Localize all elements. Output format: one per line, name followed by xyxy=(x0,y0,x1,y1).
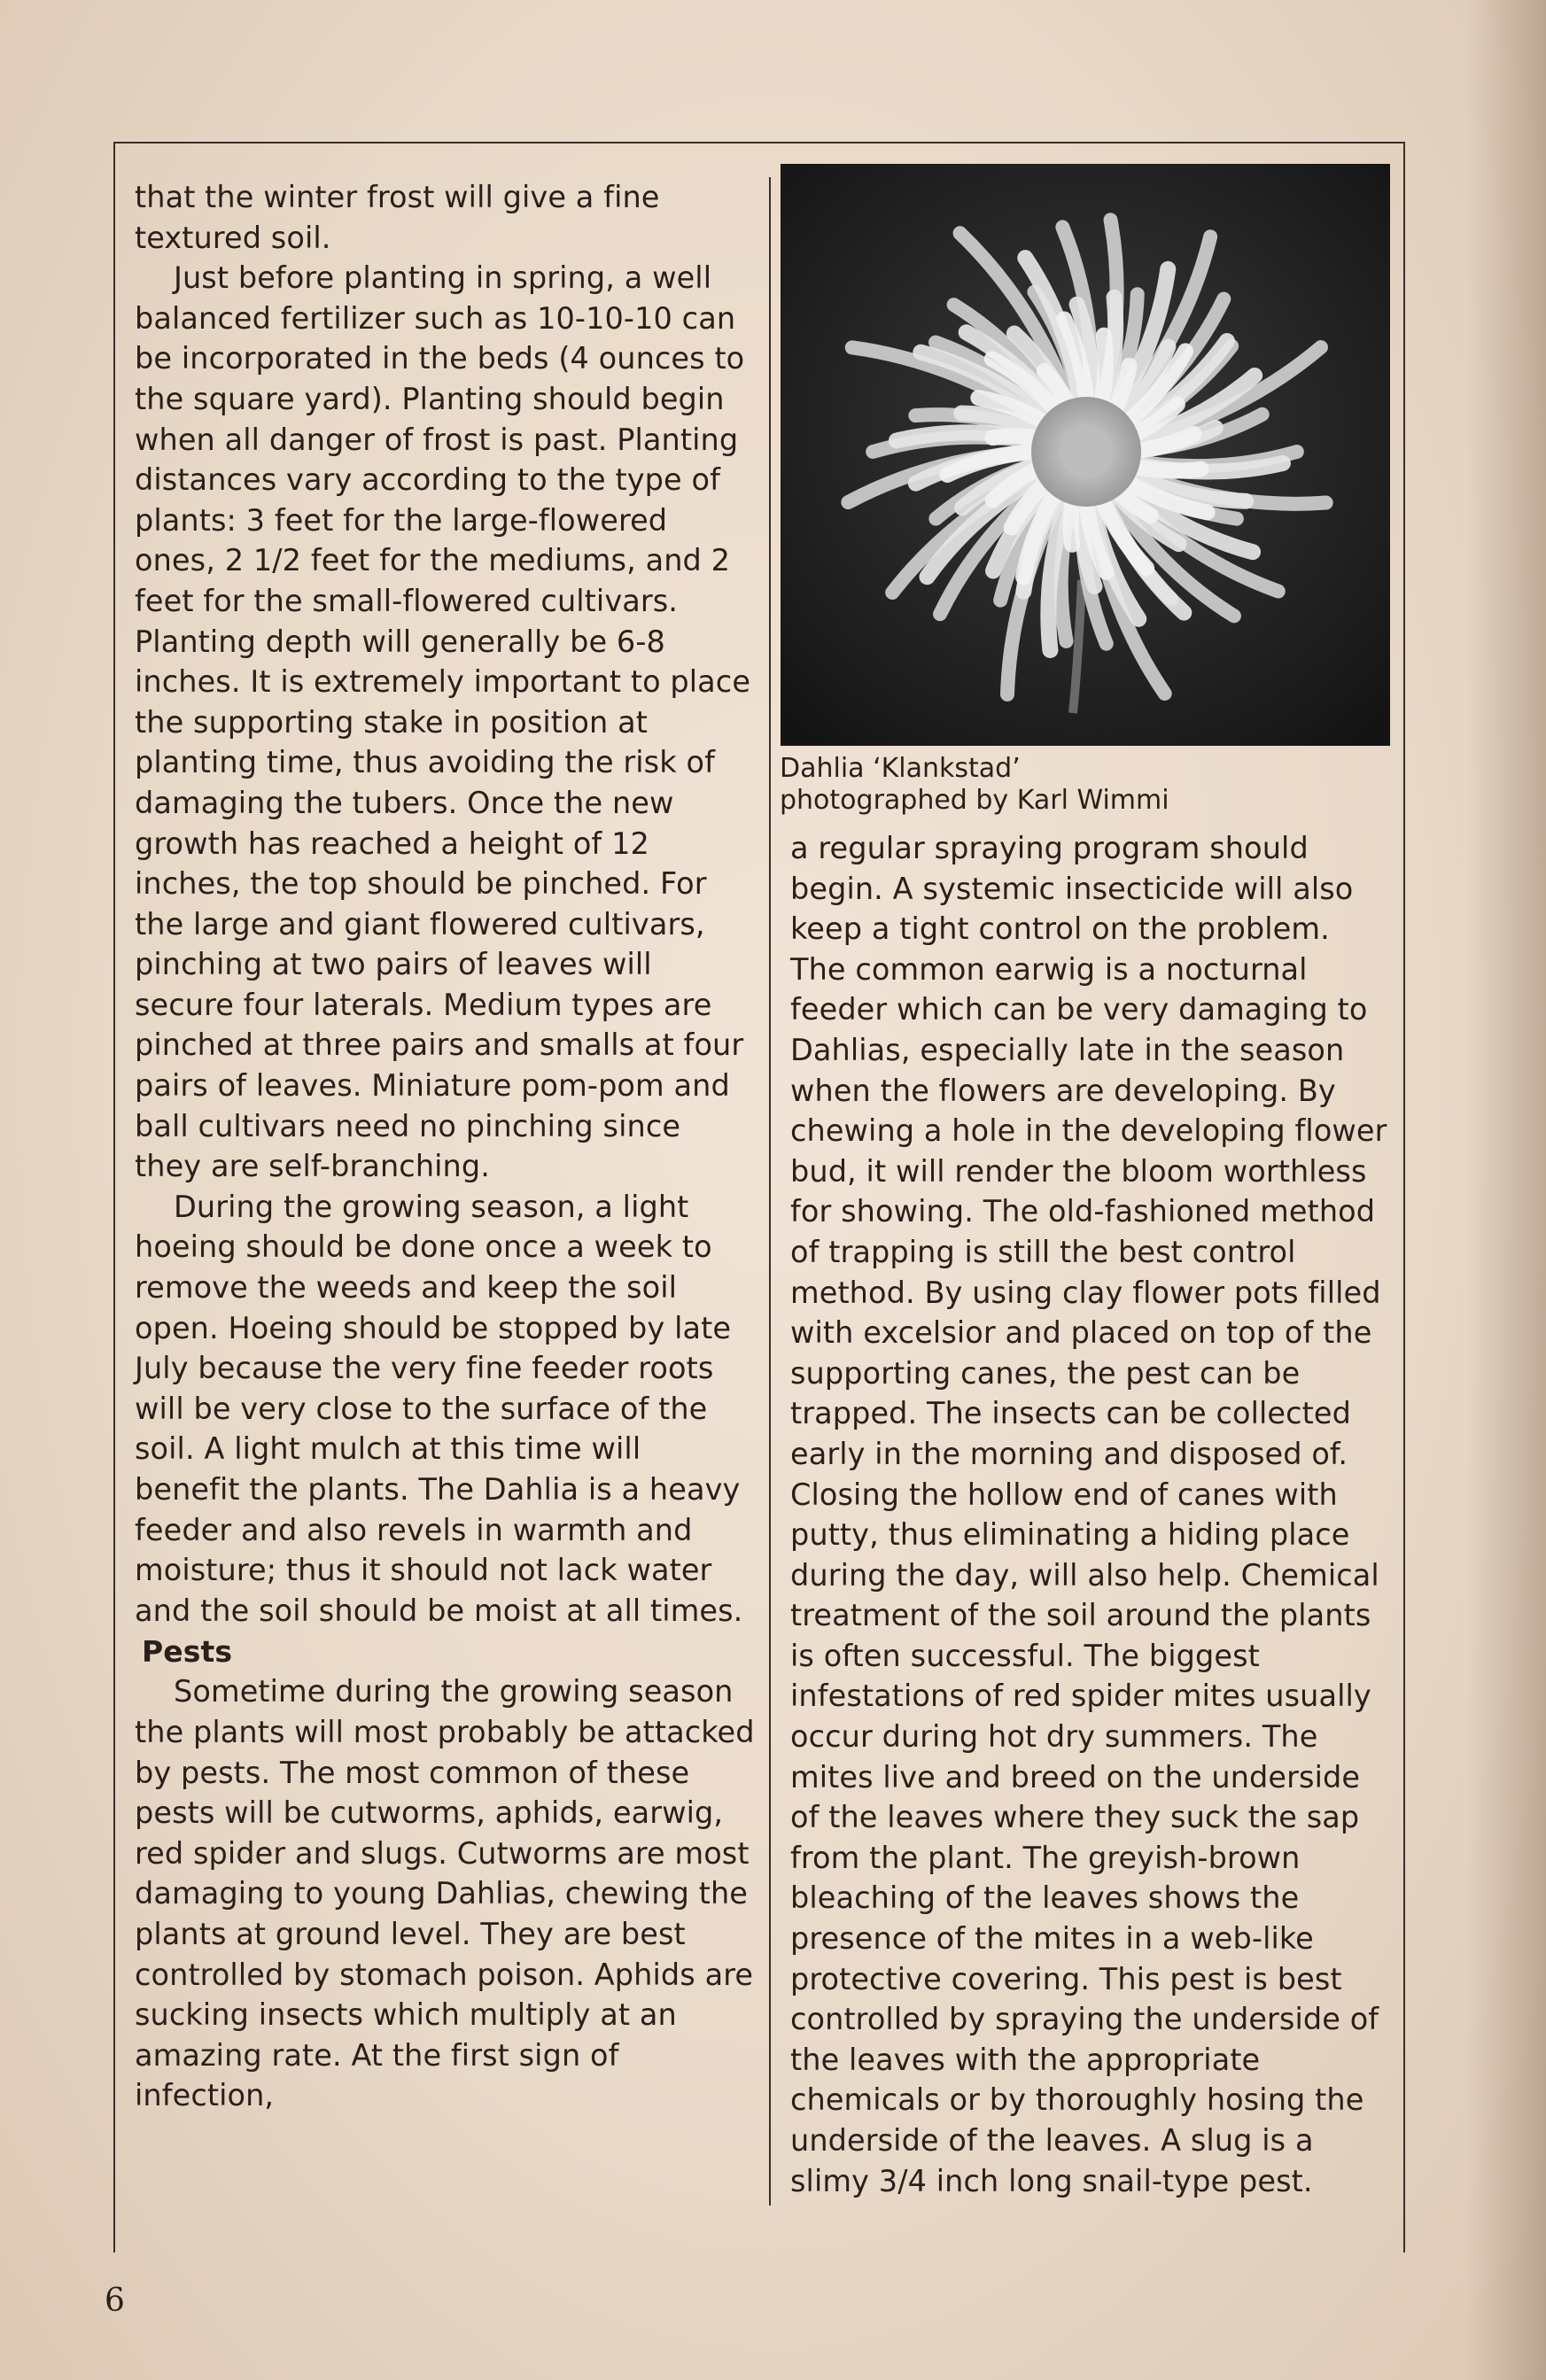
right-paragraph: a regular spraying program should begin. A systemic insecticide will also keep a tight control on the problem. The common earwig is a nocturnal feeder which can be very damaging to Dahlias, especially late in the season when the flowers are developing. By chewing a hole in the developing flower bud, it will render the bloom worthless for showing. The old-fashioned method of trapping is still the best control method. By using clay flower pots filled with excelsior and placed on top of the supporting canes, the pest can be trapped. The insects can be collected early in the morning and disposed of. Closing the hollow end of canes with putty, thus eliminating a hiding place during the day, will also help. Chemical treatment of the soil around the plants is often successful. The biggest infestations of red spider mites usually occur during hot dry summers. The mites live and breed on the underside of the leaves where they suck the sap from the plant. The greyish-brown bleaching of the leaves shows the presence of the mites in a web-like protective covering. This pest is best controlled by spraying the underside of the leaves with the appropriate chemicals or by thoroughly hosing the underside of the leaves. A slug is a slimy 3/4 inch long snail-type pest. xyxy=(790,831,1387,2198)
right-column xyxy=(790,828,1393,2201)
paragraph-2: Just before planting in spring, a well balanced fertilizer such as 10-10-10 can be incorporated in the beds (4 ounces to the square yard). Planting should begin when all danger of frost is past. Planting distances vary according to the type of plants: 3 feet for the large-flowered ones, 2 1/2 feet for the mediums, and 2 feet for the small-flowered cultivars. Planting depth will generally be 6-8 inches. It is extremely important to place the supporting stake in position at planting time, thus avoiding the risk of damaging the tubers. Once the new growth has reached a height of 12 inches, the top should be pinched. For the large and giant flowered cultivars, pinching at two pairs of leaves will secure four laterals. Medium types are pinched at three pairs and smalls at four pairs of leaves. Miniature pom-pom and ball cultivars need no pinching since they are self-branching. xyxy=(135,260,751,1184)
article-frame-left-rule xyxy=(113,142,115,2252)
page-edge-shadow xyxy=(1466,0,1546,2380)
dahlia-flower-image xyxy=(781,164,1390,746)
left-column xyxy=(135,177,755,2116)
caption-title: Dahlia ‘Klankstad’ xyxy=(780,753,1021,784)
paragraph-3: During the growing season, a light hoeing should be done once a week to remove the weeds and keep the soil open. Hoeing should be stopped by late July because the very fine feeder roots will be very close to the surface of the soil. A light mulch at this time will benefit the plants. The Dahlia is a heavy feeder and also revels in warmth and moisture; thus it should not lack water and the soil should be moist at all times. xyxy=(135,1189,743,1628)
dahlia-photo xyxy=(781,164,1390,746)
section-heading-pests: Pests xyxy=(142,1634,233,1670)
paragraph-pests: Sometime during the growing season the plants will most probably be attacked by pests. The most common of these pests will be cutworms, aphids, earwig, red spider and slugs. Cutworms are most damaging to young Dahlias, chewing the plants at ground level. They are best controlled by stomach poison. Aphids are sucking insects which multiply at an amazing rate. At the first sign of infection, xyxy=(135,1674,755,2113)
column-divider xyxy=(769,177,771,2206)
photo-caption xyxy=(780,753,1391,817)
caption-credit: photographed by Karl Wimmi xyxy=(780,785,1169,816)
page-number: 6 xyxy=(105,2283,125,2319)
paragraph-1: that the winter frost will give a fine textured soil. xyxy=(135,180,660,255)
